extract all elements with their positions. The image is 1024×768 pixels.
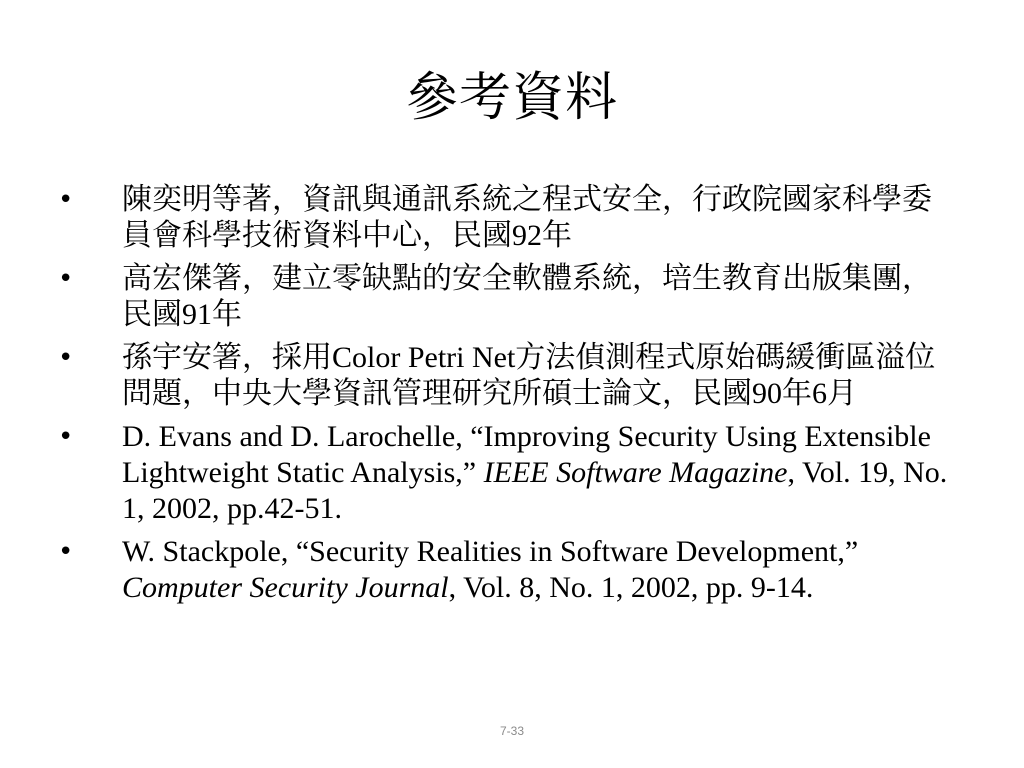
reference-segment: , Vol. 8, No. 1, 2002, pp. 9-14. [448, 571, 814, 604]
reference-text [122, 261, 958, 333]
reference-list [58, 182, 958, 613]
reference-item [58, 182, 958, 254]
reference-text [122, 340, 958, 412]
reference-text [122, 419, 958, 527]
reference-text [122, 534, 958, 606]
slide-title: 參考資料 [405, 68, 618, 128]
bullet-icon: • [58, 185, 74, 215]
bullet-icon: • [58, 264, 74, 294]
reference-journal-title: Computer Security Journal [122, 571, 449, 604]
reference-segment: 孫宇安箸，採用Color Petri Net方法偵測程式原始碼緩衝區溢位問題，中央大學資訊管理研究所碩士論文，民國90年6月 [122, 341, 936, 410]
page-number: 7-33 [499, 724, 525, 738]
reference-segment: 陳奕明等著，資訊與通訊系統之程式安全，行政院國家科學委員會科學技術資料中心，民國92年 [122, 183, 932, 252]
reference-item [58, 261, 958, 333]
bullet-icon: • [58, 537, 74, 567]
reference-item [58, 340, 958, 412]
reference-segment: 高宏傑箸，建立零缺點的安全軟體系統，培生教育出版集團，民國91年 [122, 262, 932, 331]
reference-journal-title: IEEE Software Magazine [483, 456, 788, 489]
reference-item [58, 534, 958, 606]
reference-item [58, 419, 958, 527]
reference-segment: D. Evans and D. Larochelle, “Improving Security Using Extensible Lightweight Static Analysis,” [122, 420, 931, 489]
reference-text [122, 182, 958, 254]
bullet-icon: • [58, 422, 74, 452]
reference-segment: , Vol. 19, No. 1, 2002, pp.42-51. [122, 456, 948, 525]
bullet-icon: • [58, 343, 74, 373]
reference-segment: W. Stackpole, “Security Realities in Software Development,” [122, 535, 859, 568]
